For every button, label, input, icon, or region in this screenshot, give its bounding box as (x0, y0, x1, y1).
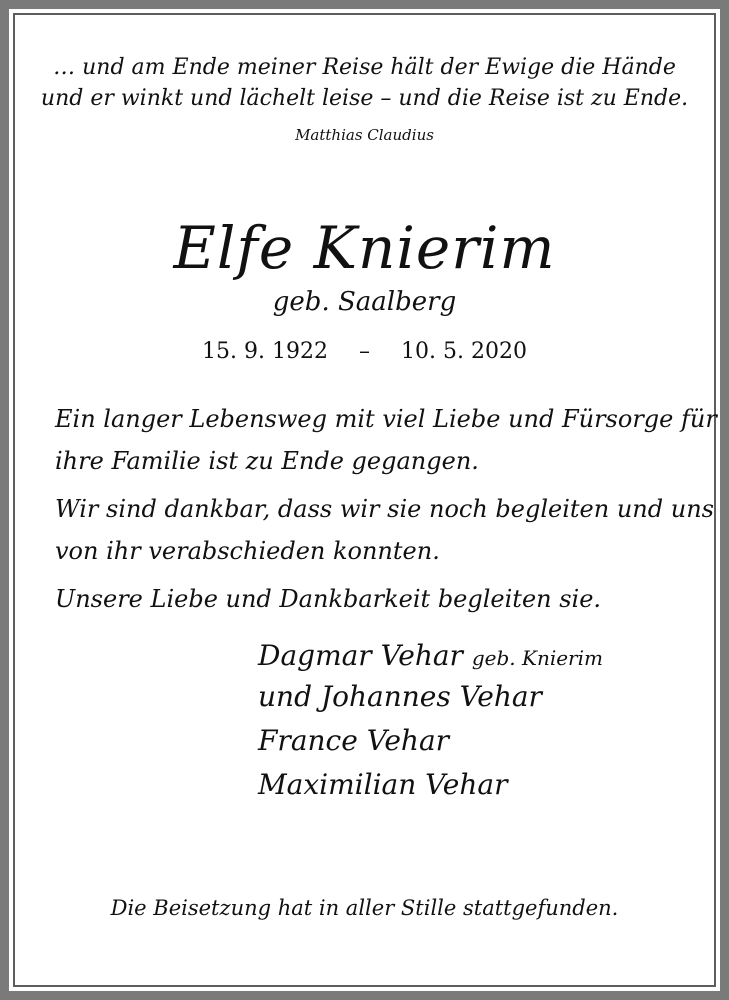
mourner-2: und Johannes Vehar (258, 680, 542, 713)
motto-line-2: und er winkt und lächelt leise – und die Reise ist zu Ende. (40, 86, 689, 111)
message-line: ihre Familie ist zu Ende gegangen. (55, 447, 479, 475)
birth-date: 15. 9. 1922 (202, 339, 328, 364)
message-paragraph (55, 578, 705, 620)
life-dates (20, 336, 709, 368)
mourner-3: France Vehar (258, 724, 450, 757)
message-paragraph (55, 488, 714, 572)
deceased-name: Elfe Knierim (173, 214, 556, 282)
birth-name: geb. Saalberg (272, 287, 457, 317)
mourner-1-birth-name: geb. Knierim (471, 646, 603, 670)
burial-note: Die Beisetzung hat in aller Stille stattgefunden. (110, 896, 619, 920)
death-date: 10. 5. 2020 (401, 339, 527, 364)
message-line: Unsere Liebe und Dankbarkeit begleiten sie. (55, 585, 602, 613)
message-line: von ihr verabschieden konnten. (55, 537, 440, 565)
motto-quote (20, 52, 709, 114)
farewell-message (55, 398, 717, 626)
mourners-list (258, 637, 708, 807)
mourner-1-name: Dagmar Vehar (258, 639, 463, 672)
date-separator: – (359, 339, 370, 364)
mourner-1 (258, 637, 708, 675)
mourner-4: Maximilian Vehar (258, 768, 508, 801)
message-paragraph (55, 398, 717, 482)
motto-line-1: … und am Ende meiner Reise hält der Ewige die Hände (53, 55, 676, 80)
message-line: Wir sind dankbar, dass wir sie noch begleiten und uns (55, 495, 714, 523)
message-line: Ein langer Lebensweg mit viel Liebe und Fürsorge für (55, 405, 717, 433)
motto-author: Matthias Claudius (295, 126, 434, 144)
